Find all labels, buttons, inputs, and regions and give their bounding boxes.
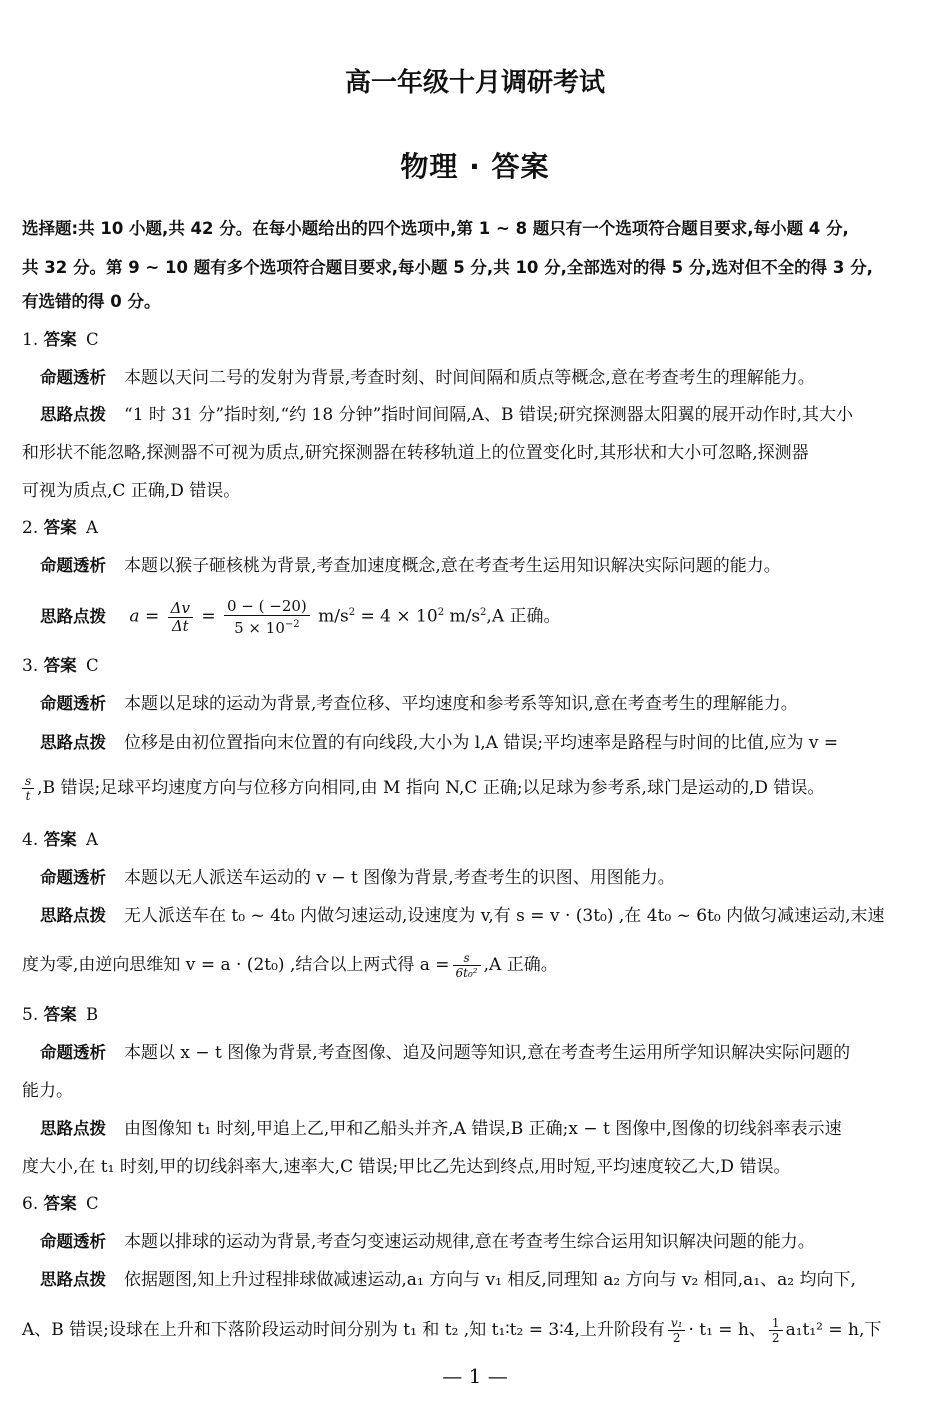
analysis-label: 命题透析 [40,1043,106,1062]
formula-tail: ,A 正确。 [486,606,561,627]
analysis-text: 本题以天问二号的发射为背景,考查时刻、时间间隔和质点等概念,意在考查考生的理解能力。 [124,368,815,388]
question-3-analysis [40,693,798,715]
analysis-label: 命题透析 [40,368,106,387]
analysis-label: 命题透析 [40,556,106,575]
intro-line-2: 共 32 分。第 9 ~ 10 题有多个选项符合题目要求,每小题 5 分,共 10 分,全部选对的得 5 分,选对但不全的得 3 分, [22,258,873,277]
hint-label: 思路点拨 [40,606,106,626]
answer-value: C [86,330,99,349]
fraction-one-half [769,1316,783,1345]
answer-value: A [86,830,98,849]
answer-value: B [86,1005,99,1024]
answer-value: C [86,656,99,675]
hint-label: 思路点拨 [40,405,106,424]
fraction-numerator: s [453,951,481,966]
question-6-hint [40,1269,856,1291]
formula-den-exp: −2 [284,618,300,630]
hint-text: 度为零,由逆向思维知 v = a · (2t₀) ,结合以上两式得 a = [22,955,450,975]
question-1-analysis [40,367,815,389]
question-3-hint-line-2 [22,770,824,806]
fraction-denominator: 2 [672,1331,681,1345]
question-number: 3. [22,656,39,676]
question-5-analysis [40,1042,850,1064]
answer-label: 答案 [43,1005,77,1024]
answer-value: C [86,1194,99,1213]
question-1-answer-row [22,329,99,351]
fraction-denominator: t [25,789,31,803]
hint-text-mid: · t₁ = h、 [688,1320,766,1340]
analysis-text: 本题以无人派送车运动的 v − t 图像为背景,考查考生的识图、用图能力。 [124,868,675,888]
hint-text-tail: ,A 正确。 [483,955,558,975]
hint-text: ,B 错误;足球平均速度方向与位移方向相同,由 M 指向 N,C 正确;以足球为参考系,球门是运动的,D 错误。 [37,778,825,798]
formula-result: = 4 × 10 [360,606,438,627]
fraction-s-over-t [22,774,34,803]
hint-text: 无人派送车在 t₀ ~ 4t₀ 内做匀速运动,设速度为 v,有 s = v · (3t₀) ,在 4t₀ ~ 6t₀ 内做匀减速运动,末速 [124,906,885,926]
question-number: 6. [22,1194,39,1214]
question-1-hint-line-3: 可视为质点,C 正确,D 错误。 [22,481,241,501]
question-5-answer-row [22,1004,98,1026]
question-1-hint [40,404,853,426]
fraction-denominator: 2 [771,1331,780,1345]
question-3-hint [40,732,838,754]
question-2-hint [40,593,561,637]
fraction-numerator: 1 [769,1316,783,1331]
formula-a: a [129,606,140,627]
analysis-text: 本题以足球的运动为背景,考查位移、平均速度和参考系等知识,意在考查考生的理解能力。 [124,694,798,714]
intro-line-3: 有选错的得 0 分。 [22,292,161,311]
question-6-hint-line-2 [22,1312,881,1348]
question-number: 2. [22,518,39,538]
question-6-answer-row [22,1193,99,1215]
hint-label: 思路点拨 [40,1119,106,1138]
question-2-analysis [40,555,781,577]
hint-text: 位移是由初位置指向末位置的有向线段,大小为 l,A 错误;平均速率是路程与时间的比值,应为 v = [124,733,839,753]
analysis-label: 命题透析 [40,868,106,887]
answer-label: 答案 [43,518,77,537]
question-4-answer-row [22,829,98,851]
formula-den-base: 5 × 10 [234,618,285,637]
question-number: 4. [22,830,39,850]
page-number: — 1 — [442,1364,508,1388]
formula-equals-2: = [201,606,216,627]
formula-unit-2: m/s [449,606,481,627]
formula-unit-2-sq: 2 [480,607,487,618]
question-number: 1. [22,330,39,350]
analysis-text: 本题以猴子砸核桃为背景,考查加速度概念,意在考查考生运用知识解决实际问题的能力。 [124,556,781,576]
question-4-analysis [40,867,675,889]
analysis-label: 命题透析 [40,1232,106,1251]
formula-unit-1-sq: 2 [348,607,356,618]
question-3-answer-row [22,655,99,677]
formula-unit-1: m/s [318,606,349,627]
fraction-denominator: 6t₀² [455,966,478,980]
fraction-numerator: v₁ [668,1316,686,1331]
analysis-text: 本题以排球的运动为背景,考查匀变速运动规律,意在考查考生综合运用知识解决问题的能力。 [124,1232,815,1252]
answer-label: 答案 [43,330,77,349]
formula-result-exp: 2 [437,607,445,618]
question-2-answer-row [22,517,98,539]
hint-text: 由图像知 t₁ 时刻,甲追上乙,甲和乙船头并齐,A 错误,B 正确;x − t 图像中,图像的切线斜率表示速 [124,1119,842,1139]
answer-label: 答案 [43,656,77,675]
hint-label: 思路点拨 [40,906,106,925]
formula-equals: = [144,606,160,627]
formula-dt: Δt [171,616,189,635]
answer-label: 答案 [43,1194,77,1213]
formula-fraction-values [224,598,310,637]
question-5-hint [40,1118,842,1140]
question-5-analysis-line-2: 能力。 [22,1081,73,1101]
formula-dv: Δv [168,600,193,618]
fraction-v1-over-2 [668,1316,686,1345]
question-1-hint-line-2: 和形状不能忽略,探测器不可视为质点,研究探测器在转移轨道上的位置变化时,其形状和大小可忽略,探测器 [22,443,809,463]
hint-label: 思路点拨 [40,1270,106,1289]
fraction-numerator: s [22,774,34,789]
answer-value: A [86,518,98,537]
formula-numerator: 0 − ( −20) [224,598,310,616]
intro-line-1: 选择题:共 10 小题,共 42 分。在每小题给出的四个选项中,第 1 ~ 8 题只有一个选项符合题目要求,每小题 4 分, [22,219,849,238]
question-number: 5. [22,1005,39,1025]
formula-denominator [224,616,310,637]
subject-title: 物理 · 答案 [400,150,550,183]
question-4-hint-line-2 [22,947,558,983]
hint-text: “1 时 31 分”指时刻,“约 18 分钟”指时间间隔,A、B 错误;研究探测器太阳翼的展开动作时,其大小 [124,405,853,425]
hint-text: A、B 错误;设球在上升和下落阶段运动时间分别为 t₁ 和 t₂ ,知 t₁∶t₂ = 3∶4,上升阶段有 [22,1320,665,1340]
question-6-analysis [40,1231,815,1253]
analysis-label: 命题透析 [40,694,106,713]
exam-title: 高一年级十月调研考试 [344,68,605,98]
question-5-hint-line-2: 度大小,在 t₁ 时刻,甲的切线斜率大,速率大,C 错误;甲比乙先达到终点,用时短,平均速度较乙大,D 错误。 [22,1157,791,1177]
question-4-hint [40,905,884,927]
hint-text-tail: a₁t₁² = h,下 [785,1320,882,1340]
analysis-text: 本题以 x − t 图像为背景,考查图像、追及问题等知识,意在考查考生运用所学知识解决实际问题的 [124,1043,851,1063]
hint-label: 思路点拨 [40,733,106,752]
fraction-s-over-6t0sq [453,951,481,980]
formula-fraction-dv-dt [168,600,193,635]
answer-label: 答案 [43,830,77,849]
hint-text: 依据题图,知上升过程排球做减速运动,a₁ 方向与 v₁ 相反,同理知 a₂ 方向与 v₂ 相同,a₁、a₂ 均向下, [124,1270,856,1290]
